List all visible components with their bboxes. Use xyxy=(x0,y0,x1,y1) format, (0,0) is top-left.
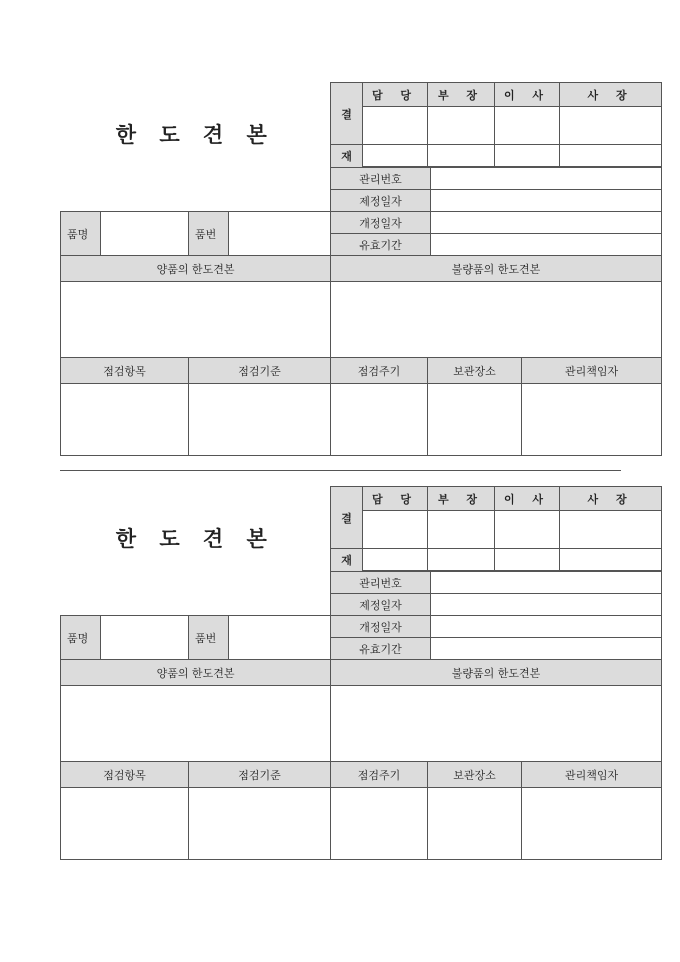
signature-box-director-lower[interactable] xyxy=(495,549,560,571)
inspection-cycle-cell[interactable] xyxy=(331,788,428,860)
approval-role-director: 이 사 xyxy=(495,83,560,107)
approval-label-bottom: 재 xyxy=(331,145,363,168)
signature-box-president-lower[interactable] xyxy=(560,549,662,571)
inspection-item-header: 점검항목 xyxy=(61,358,189,384)
approval-role-director: 이 사 xyxy=(495,487,560,511)
sample-form-2 xyxy=(60,486,634,859)
signature-box-director[interactable] xyxy=(495,511,560,549)
info-value-revision-date[interactable] xyxy=(431,616,662,638)
item-number-value[interactable] xyxy=(229,616,331,660)
signature-box-director-lower[interactable] xyxy=(495,145,560,167)
inspection-standard-cell[interactable] xyxy=(189,384,331,456)
info-label-revision-date: 개정일자 xyxy=(331,212,431,234)
approval-role-manager: 부 장 xyxy=(428,83,495,107)
signature-box-manager-lower[interactable] xyxy=(428,549,495,571)
item-name-label: 품명 xyxy=(61,616,101,660)
form-title: 한 도 견 본 xyxy=(115,122,275,147)
signature-box-staff-lower[interactable] xyxy=(363,145,428,167)
inspection-item-cell[interactable] xyxy=(61,788,189,860)
info-label-validity-period: 유효기간 xyxy=(331,234,431,256)
blank-area xyxy=(61,190,331,212)
inspection-standard-header: 점검기준 xyxy=(189,762,331,788)
storage-location-header: 보관장소 xyxy=(428,762,522,788)
signature-box-manager-lower[interactable] xyxy=(428,145,495,167)
form-title: 한 도 견 본 xyxy=(115,526,275,551)
signature-box-staff[interactable] xyxy=(363,107,428,145)
form-table xyxy=(60,486,662,860)
info-value-validity-period[interactable] xyxy=(431,638,662,660)
blank-area xyxy=(61,168,331,190)
form-table xyxy=(60,82,662,456)
info-label-established-date: 제정일자 xyxy=(331,594,431,616)
inspection-item-header: 점검항목 xyxy=(61,762,189,788)
item-name-value[interactable] xyxy=(101,616,189,660)
signature-box-staff[interactable] xyxy=(363,511,428,549)
blank-area xyxy=(61,572,331,594)
info-value-revision-date[interactable] xyxy=(431,212,662,234)
item-number-label: 품번 xyxy=(189,212,229,256)
approval-label-top: 결 xyxy=(331,83,363,145)
storage-location-cell[interactable] xyxy=(428,384,522,456)
good-sample-header: 양품의 한도견본 xyxy=(61,256,331,282)
info-label-management-no: 관리번호 xyxy=(331,572,431,594)
defect-sample-header: 불량품의 한도견본 xyxy=(331,256,662,282)
good-sample-area[interactable] xyxy=(61,686,331,762)
form-divider xyxy=(60,470,621,471)
signature-box-president-lower[interactable] xyxy=(560,145,662,167)
info-label-revision-date: 개정일자 xyxy=(331,616,431,638)
approval-role-president: 사 장 xyxy=(560,83,662,107)
info-value-validity-period[interactable] xyxy=(431,234,662,256)
approval-label-bottom: 재 xyxy=(331,549,363,572)
inspection-cycle-header: 점검주기 xyxy=(331,762,428,788)
info-value-established-date[interactable] xyxy=(431,594,662,616)
approval-label-top: 결 xyxy=(331,487,363,549)
inspection-standard-header: 점검기준 xyxy=(189,358,331,384)
sample-form-1 xyxy=(60,82,634,455)
inspection-cycle-header: 점검주기 xyxy=(331,358,428,384)
good-sample-header: 양품의 한도견본 xyxy=(61,660,331,686)
manager-in-charge-cell[interactable] xyxy=(522,384,662,456)
item-name-value[interactable] xyxy=(101,212,189,256)
signature-box-manager[interactable] xyxy=(428,511,495,549)
defect-sample-header: 불량품의 한도견본 xyxy=(331,660,662,686)
approval-role-manager: 부 장 xyxy=(428,487,495,511)
info-label-established-date: 제정일자 xyxy=(331,190,431,212)
info-value-management-no[interactable] xyxy=(431,572,662,594)
signature-box-president[interactable] xyxy=(560,107,662,145)
defect-sample-area[interactable] xyxy=(331,686,662,762)
info-label-management-no: 관리번호 xyxy=(331,168,431,190)
blank-area xyxy=(61,594,331,616)
item-number-label: 품번 xyxy=(189,616,229,660)
info-value-management-no[interactable] xyxy=(431,168,662,190)
info-label-validity-period: 유효기간 xyxy=(331,638,431,660)
signature-box-president[interactable] xyxy=(560,511,662,549)
item-name-label: 품명 xyxy=(61,212,101,256)
approval-role-president: 사 장 xyxy=(560,487,662,511)
approval-role-staff: 담 당 xyxy=(363,83,428,107)
defect-sample-area[interactable] xyxy=(331,282,662,358)
signature-box-director[interactable] xyxy=(495,107,560,145)
manager-in-charge-header: 관리책임자 xyxy=(522,762,662,788)
storage-location-header: 보관장소 xyxy=(428,358,522,384)
approval-role-staff: 담 당 xyxy=(363,487,428,511)
manager-in-charge-cell[interactable] xyxy=(522,788,662,860)
storage-location-cell[interactable] xyxy=(428,788,522,860)
good-sample-area[interactable] xyxy=(61,282,331,358)
signature-box-manager[interactable] xyxy=(428,107,495,145)
inspection-standard-cell[interactable] xyxy=(189,788,331,860)
manager-in-charge-header: 관리책임자 xyxy=(522,358,662,384)
inspection-item-cell[interactable] xyxy=(61,384,189,456)
item-number-value[interactable] xyxy=(229,212,331,256)
inspection-cycle-cell[interactable] xyxy=(331,384,428,456)
signature-box-staff-lower[interactable] xyxy=(363,549,428,571)
info-value-established-date[interactable] xyxy=(431,190,662,212)
